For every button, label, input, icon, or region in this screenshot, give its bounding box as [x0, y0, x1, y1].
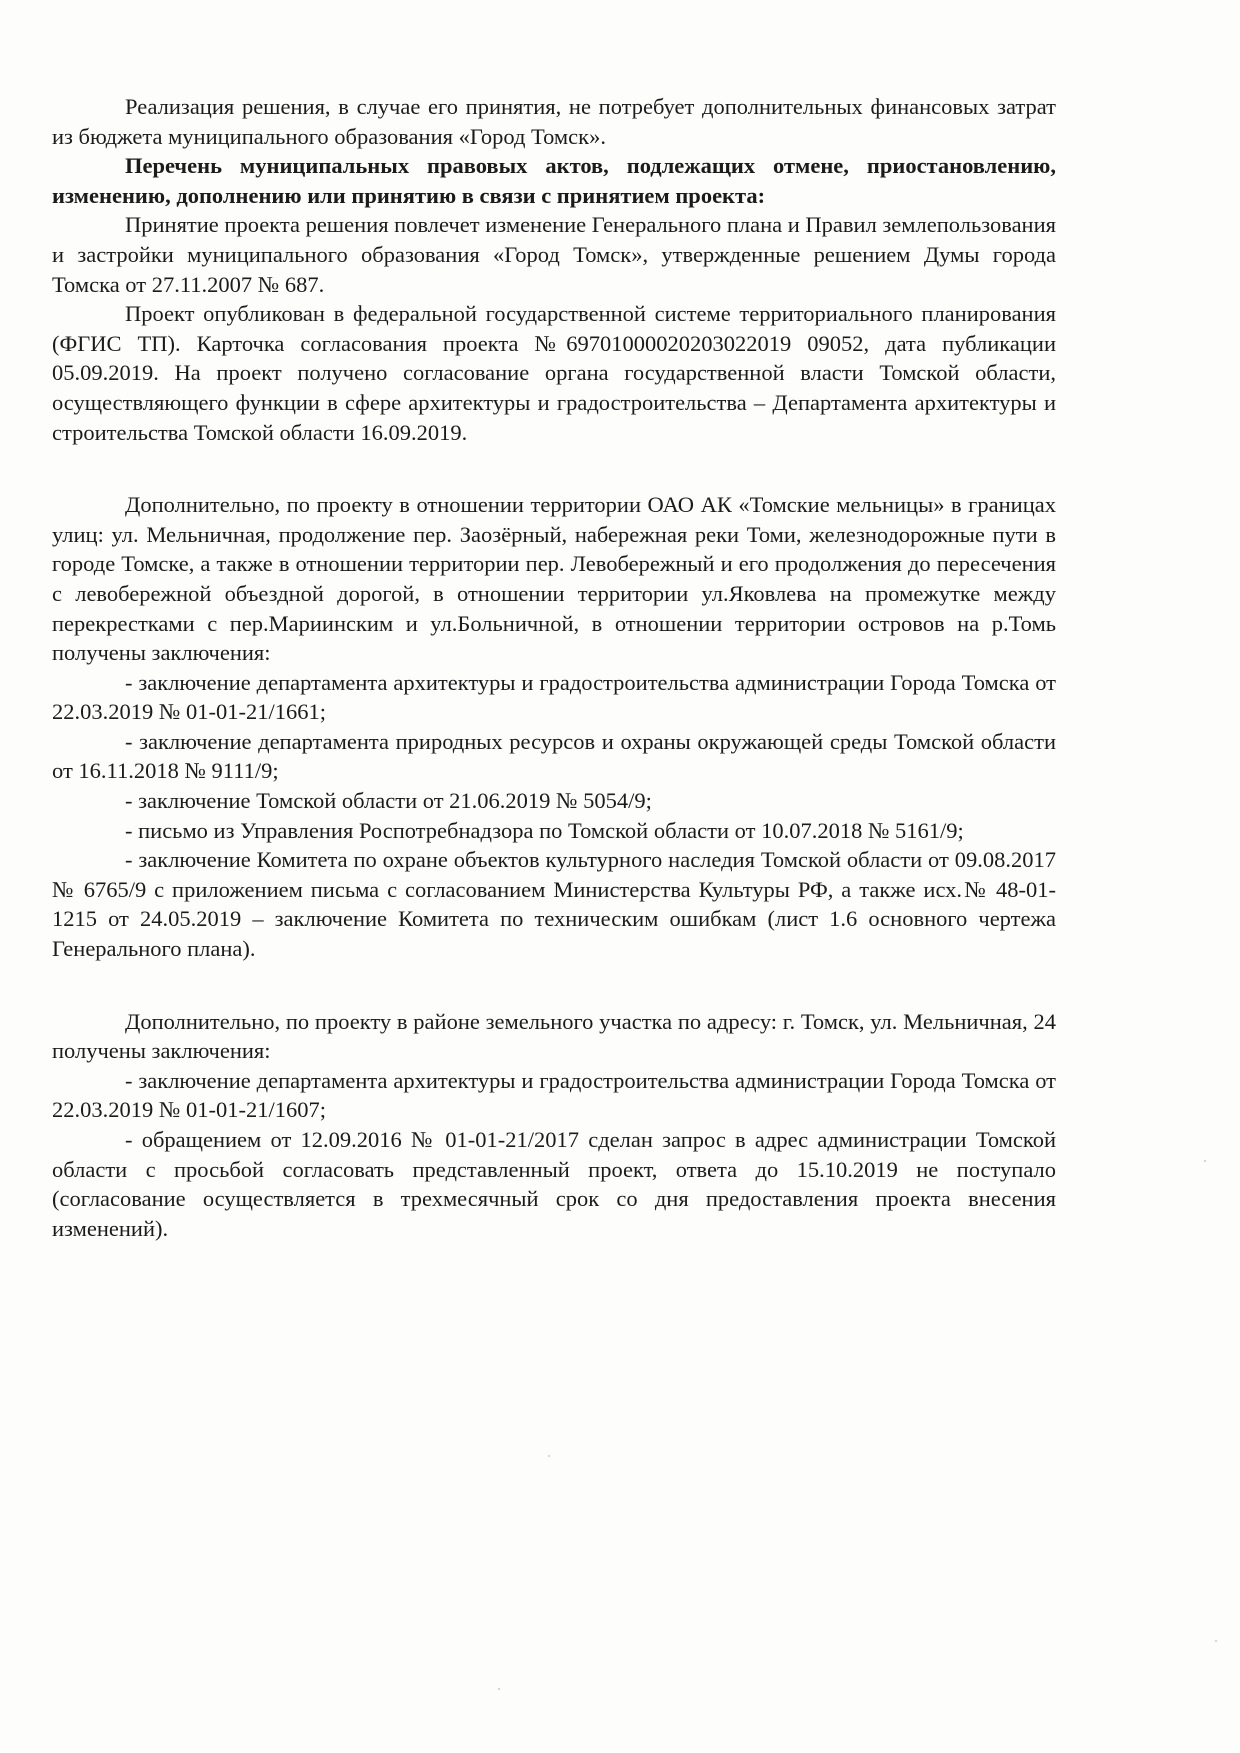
scan-speck	[1204, 1160, 1206, 1162]
list-item-conclusion-natural-resources: - заключение департамента природных ресурсов и охраны окружающей среды Томской области от 16.11.2018 № 9111/9;	[52, 728, 1056, 784]
list-item-letter-rospotrebnadzor: - письмо из Управления Роспотребнадзора по Томской области от 10.07.2018 № 5161/9;	[125, 817, 964, 843]
paragraph-fgis-publication: Проект опубликован в федеральной государственной системе территориального планирования (ФГИС ТП). Карточка согласования проекта №69701000020203022019 09052, дата публикации 05.09.2019. На проект получено согласование органа государственной власти Томской области, осуществляющего функции в сфере архитектуры и градостроительства – Департамента архитектуры и строительства Томской области 16.09.2019.	[52, 301, 1056, 445]
paragraph-mills-territory: Дополнительно, по проекту в отношении территории ОАО АК «Томские мельницы» в границах улиц: ул. Мельничная, продолжение пер. Заозёрный, набережная реки Томи, железнодорожные пути в городе Томске, а также в отношении территории пер. Левобережный и его продолжения до пересечения с левобережной объездной дорогой, в отношении территории ул.Яковлева на промежутке между перекрестками с пер.Мариинским и ул.Больничной, в отношении территории островов на р.Томь получены заключения:	[52, 492, 1056, 666]
list-item-conclusion-cultural-heritage: - заключение Комитета по охране объектов культурного наследия Томской области от 09.08.2017 № 6765/9 с приложением письма с согласованием Министерства Культуры РФ, а также исх.№ 48-01-1215 от 24.05.2019 – заключение Комитета по техническим ошибкам (лист 1.6 основного чертежа Генерального плана).	[52, 847, 1056, 962]
list-item-request-administration: - обращением от 12.09.2016 № 01-01-21/2017 сделан запрос в адрес администрации Томской области с просьбой согласовать представленный проект, ответа до 15.10.2019 не поступало (согласование осуществляется в трехмесячный срок со дня предоставления проекта внесения изменений).	[52, 1127, 1056, 1241]
paragraph-financing: Реализация решения, в случае его принятия, не потребует дополнительных финансовых затрат из бюджета муниципального образования «Город Томск».	[52, 94, 1056, 149]
document-body	[52, 92, 1056, 1243]
scan-speck	[498, 1688, 500, 1690]
list-item-conclusion-architecture-1661: - заключение департамента архитектуры и градостроительства администрации Города Томска от 22.03.2019 № 01-01-21/1661;	[52, 669, 1056, 725]
scan-speck	[548, 1455, 550, 1457]
paragraph-acts-heading: Перечень муниципальных правовых актов, подлежащих отмене, приостановлению, изменению, дополнению или принятию в связи с принятием проекта:	[52, 153, 1056, 208]
scan-speck	[1215, 1640, 1217, 1642]
list-item-conclusion-tomsk-region: - заключение Томской области от 21.06.2019 № 5054/9;	[125, 788, 652, 814]
paragraph-melnichnaya-24: Дополнительно, по проекту в районе земельного участка по адресу: г. Томск, ул. Мельничная, 24 получены заключения:	[52, 1008, 1056, 1064]
paragraph-general-plan: Принятие проекта решения повлечет изменение Генерального плана и Правил землепользования и застройки муниципального образования «Город Томск», утвержденные решением Думы города Томска от 27.11.2007 № 687.	[52, 212, 1056, 297]
list-item-conclusion-architecture-1607: - заключение департамента архитектуры и градостроительства администрации Города Томска от 22.03.2019 № 01-01-21/1607;	[52, 1067, 1056, 1123]
